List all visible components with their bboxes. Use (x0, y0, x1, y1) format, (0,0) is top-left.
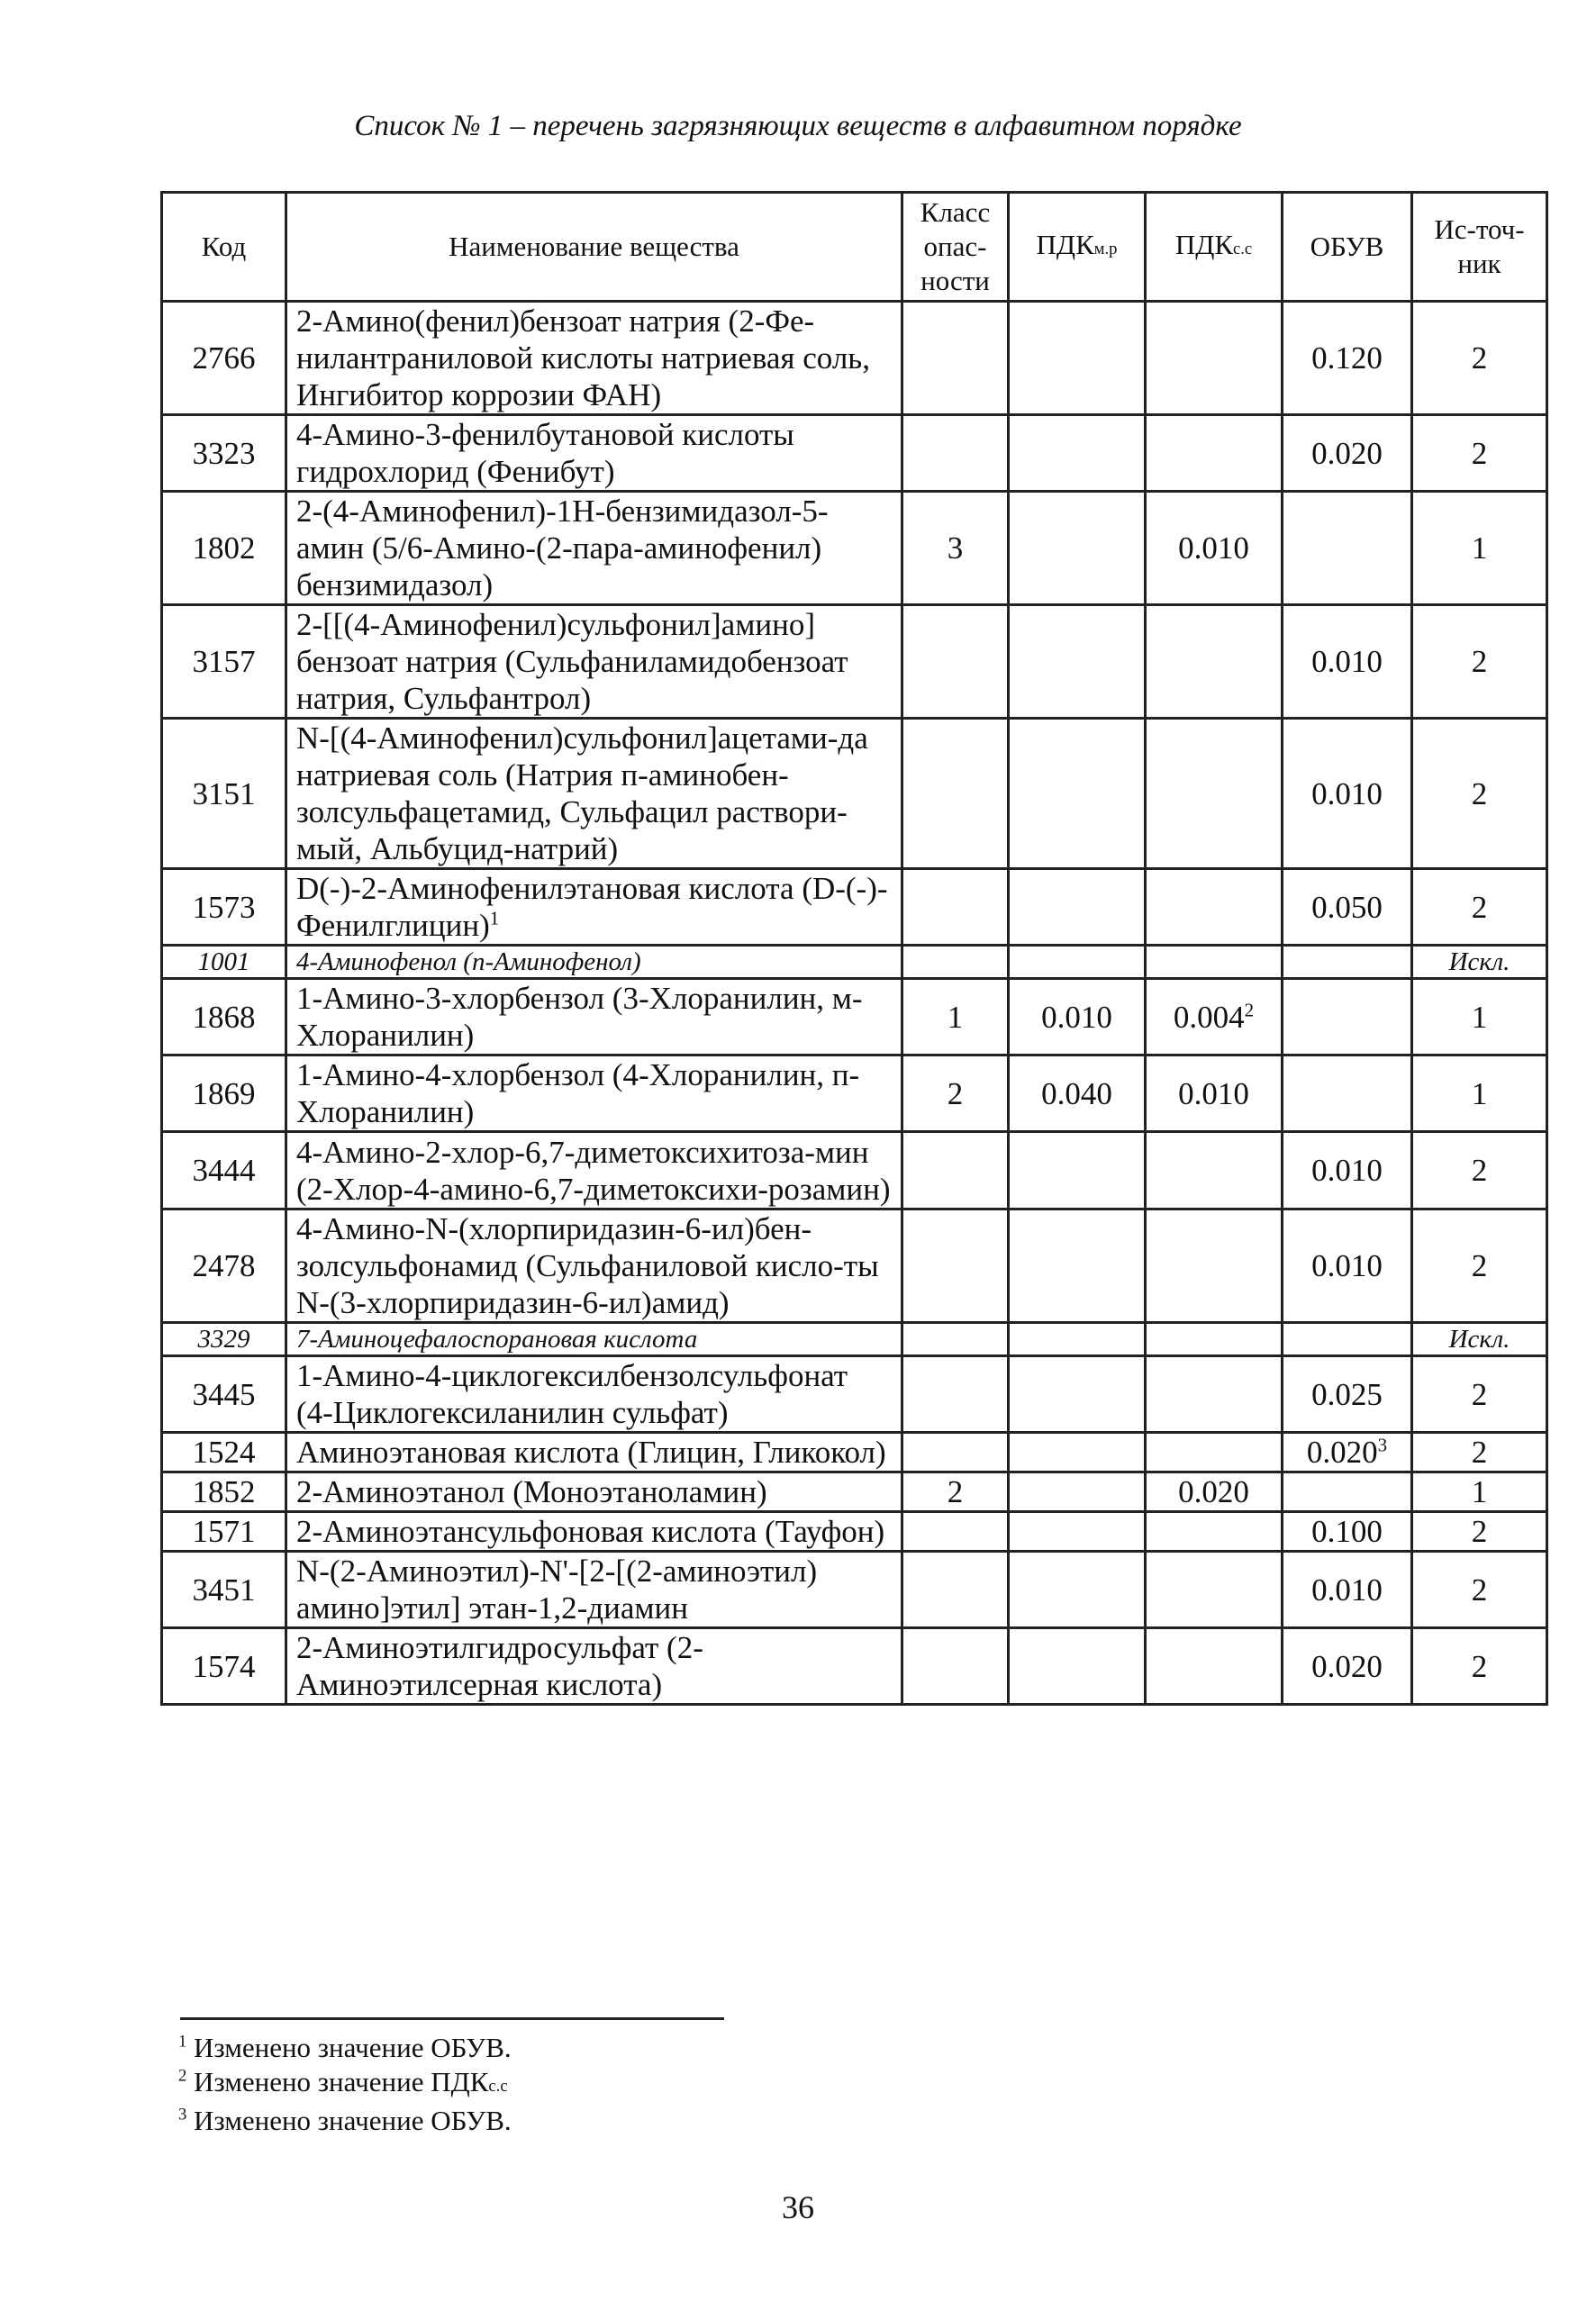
footnote-divider (180, 2017, 724, 2020)
cell-pdk-ss (1146, 1433, 1283, 1472)
cell-obuv-value: 0.020 (1306, 1435, 1378, 1470)
table-row (162, 302, 1547, 415)
cell-hazard-class (902, 605, 1009, 719)
cell-obuv (1283, 1552, 1412, 1628)
cell-source-value: 1 (1471, 1075, 1488, 1111)
cell-pdk-mr (1009, 492, 1146, 605)
cell-name-value: 2-Амино(фенил)бензоат натрия (2-Фе-нилантраниловой кислоты натриевая соль, Ингибитор коррозии ФАН) (296, 303, 871, 412)
footnote-2-sub: с.с (488, 2077, 508, 2096)
table-row (162, 1209, 1547, 1323)
cell-hazard-class (902, 1323, 1009, 1356)
cell-source (1412, 605, 1547, 719)
cell-obuv (1283, 415, 1412, 492)
cell-obuv (1283, 719, 1412, 869)
cell-obuv (1283, 302, 1412, 415)
table-row (162, 1512, 1547, 1552)
cell-source (1412, 1356, 1547, 1433)
cell-pdk-mr (1009, 415, 1146, 492)
cell-pdk-ss-value: 0.004 (1173, 999, 1245, 1035)
table-row (162, 1628, 1547, 1705)
cell-hazard-class-value: 2 (947, 1075, 964, 1111)
cell-pdk-mr-value: 0.010 (1041, 999, 1112, 1035)
cell-pdk-mr (1009, 719, 1146, 869)
cell-source-value: 2 (1471, 340, 1488, 376)
cell-source-value: 2 (1471, 1514, 1488, 1549)
cell-code (162, 1055, 286, 1132)
cell-code (162, 415, 286, 492)
cell-source (1412, 492, 1547, 605)
cell-obuv-value: 0.010 (1311, 1248, 1383, 1283)
cell-name (286, 1356, 902, 1433)
footnote-2 (178, 2065, 512, 2104)
cell-pdk-mr (1009, 1552, 1146, 1628)
cell-source (1412, 1628, 1547, 1705)
cell-name-value: 2-Аминоэтансульфоновая кислота (Тауфон) (296, 1514, 885, 1549)
cell-code-value: 1574 (192, 1648, 256, 1684)
cell-code-value: 1852 (192, 1474, 256, 1509)
cell-code (162, 979, 286, 1055)
cell-source (1412, 1209, 1547, 1323)
cell-name (286, 1209, 902, 1323)
cell-name-value: 4-Амино-2-хлор-6,7-диметоксихитоза-мин (2-Хлор-4-амино-6,7-диметоксихи-розамин) (296, 1134, 891, 1207)
cell-source-value: Искл. (1448, 1325, 1510, 1354)
cell-name (286, 979, 902, 1055)
cell-name (286, 1628, 902, 1705)
cell-hazard-class (902, 1472, 1009, 1512)
table-row (162, 1132, 1547, 1209)
cell-hazard-class (902, 492, 1009, 605)
header-name: Наименование вещества (286, 193, 902, 302)
cell-name-value: 2-Аминоэтилгидросульфат (2-Аминоэтилсерная кислота) (296, 1630, 703, 1702)
cell-obuv-value: 0.025 (1311, 1376, 1383, 1412)
cell-source (1412, 1323, 1547, 1356)
footnotes (178, 2031, 512, 2138)
cell-code-value: 3323 (192, 435, 256, 471)
cell-hazard-class (902, 1628, 1009, 1705)
cell-pdk-mr (1009, 979, 1146, 1055)
cell-pdk-ss-value: 0.020 (1178, 1474, 1249, 1509)
cell-name (286, 1552, 902, 1628)
cell-obuv (1283, 1628, 1412, 1705)
cell-pdk-mr-value: 0.040 (1041, 1075, 1112, 1111)
cell-code (162, 302, 286, 415)
footnote-2-text: Изменено значение ПДК (194, 2066, 489, 2097)
cell-code (162, 605, 286, 719)
cell-hazard-class (902, 302, 1009, 415)
cell-obuv-value: 0.010 (1311, 775, 1383, 811)
header-pdk-mr-text: ПДК (1036, 228, 1094, 260)
cell-source (1412, 415, 1547, 492)
table-row (162, 605, 1547, 719)
cell-hazard-class (902, 1356, 1009, 1433)
cell-obuv-footnote-mark: 3 (1377, 1434, 1388, 1456)
cell-pdk-ss (1146, 946, 1283, 979)
cell-code-value: 3151 (192, 775, 256, 811)
cell-name-value: 2-Аминоэтанол (Моноэтаноламин) (296, 1474, 767, 1509)
cell-source (1412, 719, 1547, 869)
cell-code (162, 492, 286, 605)
header-pdk-ss-text: ПДК (1174, 228, 1234, 260)
cell-obuv-value: 0.010 (1311, 1153, 1383, 1188)
cell-source-value: 1 (1471, 1474, 1488, 1509)
cell-source (1412, 1472, 1547, 1512)
cell-obuv-value: 0.010 (1311, 1572, 1383, 1608)
cell-code-value: 1802 (192, 530, 256, 566)
cell-code-value: 3329 (197, 1325, 250, 1354)
cell-name (286, 1472, 902, 1512)
cell-pdk-ss (1146, 492, 1283, 605)
cell-hazard-class (902, 1132, 1009, 1209)
cell-name (286, 492, 902, 605)
table-row (162, 415, 1547, 492)
cell-pdk-mr (1009, 1433, 1146, 1472)
header-pdk-ss (1146, 193, 1283, 302)
cell-name (286, 1323, 902, 1356)
table-row (162, 1055, 1547, 1132)
header-pdk-mr-sub: м.р (1093, 239, 1118, 258)
cell-code (162, 719, 286, 869)
cell-pdk-ss (1146, 1209, 1283, 1323)
cell-obuv (1283, 1472, 1412, 1512)
cell-pdk-ss (1146, 415, 1283, 492)
cell-name (286, 946, 902, 979)
cell-obuv (1283, 869, 1412, 946)
cell-pdk-ss-value: 0.010 (1178, 1075, 1249, 1111)
cell-name-value: 7-Аминоцефалоспорановая кислота (296, 1325, 698, 1354)
cell-source-value: 2 (1471, 1648, 1488, 1684)
cell-source (1412, 1055, 1547, 1132)
cell-code-value: 1869 (192, 1075, 256, 1111)
table-row (162, 869, 1547, 946)
cell-code-value: 2766 (192, 340, 256, 376)
cell-name (286, 1433, 902, 1472)
cell-obuv (1283, 492, 1412, 605)
cell-name (286, 1512, 902, 1552)
cell-code (162, 869, 286, 946)
cell-obuv (1283, 1055, 1412, 1132)
cell-code-value: 1573 (192, 889, 256, 925)
cell-code-value: 3157 (192, 644, 256, 679)
cell-pdk-ss (1146, 1472, 1283, 1512)
cell-hazard-class (902, 1552, 1009, 1628)
cell-name-value: 1-Амино-4-хлорбензол (4-Хлоранилин, п-Хлоранилин) (296, 1057, 860, 1129)
cell-hazard-class (902, 415, 1009, 492)
header-hazard-class: Класс опас-ности (902, 193, 1009, 302)
cell-source (1412, 1512, 1547, 1552)
footnote-1-mark: 1 (178, 2032, 187, 2052)
cell-pdk-ss (1146, 1356, 1283, 1433)
cell-pdk-ss (1146, 979, 1283, 1055)
cell-obuv (1283, 946, 1412, 979)
cell-pdk-ss (1146, 1132, 1283, 1209)
cell-pdk-ss (1146, 869, 1283, 946)
cell-pdk-mr (1009, 1132, 1146, 1209)
cell-name (286, 605, 902, 719)
table-row (162, 492, 1547, 605)
cell-code (162, 1552, 286, 1628)
cell-source-value: 2 (1471, 1248, 1488, 1283)
header-source: Ис-точ-ник (1412, 193, 1547, 302)
cell-source (1412, 1552, 1547, 1628)
cell-name (286, 302, 902, 415)
cell-source (1412, 979, 1547, 1055)
cell-name-value: 4-Аминофенол (п-Аминофенол) (296, 947, 641, 976)
cell-name (286, 1055, 902, 1132)
cell-source (1412, 302, 1547, 415)
cell-pdk-ss (1146, 1628, 1283, 1705)
cell-code-value: 1524 (192, 1435, 256, 1470)
header-code: Код (162, 193, 286, 302)
cell-pdk-mr (1009, 1356, 1146, 1433)
cell-code (162, 1433, 286, 1472)
table-row (162, 1433, 1547, 1472)
cell-code-value: 3445 (192, 1376, 256, 1412)
cell-pdk-mr (1009, 1209, 1146, 1323)
footnote-1-text: Изменено значение ОБУВ. (194, 2032, 512, 2063)
cell-hazard-class (902, 1433, 1009, 1472)
cell-name-value: Аминоэтановая кислота (Глицин, Гликокол) (296, 1435, 886, 1470)
cell-code (162, 1512, 286, 1552)
cell-code-value: 3451 (192, 1572, 256, 1608)
cell-hazard-class-value: 1 (947, 999, 964, 1035)
cell-name-value: 4-Амино-N-(хлорпиридазин-6-ил)бен-золсульфонамид (Сульфаниловой кисло-ты N-(3-хлорпиридазин-6-ил)амид) (296, 1211, 879, 1320)
cell-obuv-value: 0.020 (1311, 1648, 1383, 1684)
cell-obuv-value: 0.010 (1311, 644, 1383, 679)
cell-source (1412, 869, 1547, 946)
cell-obuv (1283, 1356, 1412, 1433)
cell-pdk-ss-value: 0.010 (1178, 530, 1249, 566)
cell-code-value: 1571 (192, 1514, 256, 1549)
cell-name-value: 1-Амино-4-циклогексилбензолсульфонат (4-Циклогексиланилин сульфат) (296, 1358, 848, 1430)
cell-source-value: 2 (1471, 1153, 1488, 1188)
cell-pdk-ss (1146, 1055, 1283, 1132)
cell-hazard-class (902, 1055, 1009, 1132)
cell-obuv (1283, 1512, 1412, 1552)
cell-name (286, 869, 902, 946)
cell-obuv (1283, 1323, 1412, 1356)
cell-pdk-ss (1146, 605, 1283, 719)
cell-source (1412, 946, 1547, 979)
cell-pdk-mr (1009, 1512, 1146, 1552)
cell-source-value: 2 (1471, 775, 1488, 811)
footnote-2-mark: 2 (178, 2066, 187, 2086)
cell-code (162, 1472, 286, 1512)
cell-obuv (1283, 1209, 1412, 1323)
cell-pdk-ss (1146, 302, 1283, 415)
cell-name-value: 1-Амино-3-хлорбензол (3-Хлоранилин, м-Хлоранилин) (296, 981, 863, 1053)
cell-source-value: 1 (1471, 530, 1488, 566)
header-pdk-mr (1009, 193, 1146, 302)
cell-code (162, 946, 286, 979)
cell-code (162, 1323, 286, 1356)
cell-source-value: 2 (1471, 435, 1488, 471)
cell-pdk-mr (1009, 946, 1146, 979)
header-pdk-ss-sub: с.с (1233, 239, 1253, 258)
cell-source-value: 1 (1471, 999, 1488, 1035)
cell-pdk-mr (1009, 869, 1146, 946)
cell-code (162, 1628, 286, 1705)
cell-obuv (1283, 1132, 1412, 1209)
footnote-3-text: Изменено значение ОБУВ. (194, 2105, 512, 2136)
cell-pdk-mr (1009, 605, 1146, 719)
cell-name-value: 4-Амино-3-фенилбутановой кислоты гидрохлорид (Фенибут) (296, 417, 794, 489)
cell-source-value: 2 (1471, 1572, 1488, 1608)
cell-source-value: 2 (1471, 1435, 1488, 1470)
cell-source-value: 2 (1471, 644, 1488, 679)
cell-pdk-mr (1009, 302, 1146, 415)
table-row (162, 1356, 1547, 1433)
cell-code (162, 1356, 286, 1433)
table-header-row (162, 193, 1547, 302)
cell-obuv (1283, 605, 1412, 719)
cell-name-value: 2-[[(4-Аминофенил)сульфонил]амино] бензоат натрия (Сульфаниламидобензоат натрия, Сульфантрол) (296, 607, 848, 716)
pollutants-table (160, 191, 1548, 1706)
cell-code (162, 1209, 286, 1323)
cell-pdk-ss (1146, 1512, 1283, 1552)
cell-name-footnote-mark: 1 (489, 907, 500, 929)
table-row (162, 979, 1547, 1055)
table-row (162, 1552, 1547, 1628)
cell-obuv-value: 0.100 (1311, 1514, 1383, 1549)
cell-pdk-mr (1009, 1055, 1146, 1132)
table-row (162, 1472, 1547, 1512)
cell-name-value: D(-)-2-Аминофенилэтановая кислота (D-(-)-Фенилглицин) (296, 871, 888, 943)
cell-obuv-value: 0.050 (1311, 889, 1383, 925)
header-obuv: ОБУВ (1283, 193, 1412, 302)
cell-hazard-class (902, 946, 1009, 979)
cell-name-value: 2-(4-Аминофенил)-1Н-бензимидазол-5-амин (5/6-Амино-(2-пара-аминофенил) бензимидазол) (296, 494, 829, 602)
cell-source-value: 2 (1471, 1376, 1488, 1412)
cell-source-value: Искл. (1448, 947, 1510, 976)
cell-obuv (1283, 979, 1412, 1055)
cell-pdk-ss-footnote-mark: 2 (1244, 998, 1255, 1020)
cell-name-value: N-[(4-Аминофенил)сульфонил]ацетами-да натриевая соль (Натрия п-аминобен-золсульфацетамид, Сульфацил раствори-мый, Альбуцид-натрий) (296, 720, 868, 866)
cell-obuv-value: 0.120 (1311, 340, 1383, 376)
cell-pdk-mr (1009, 1323, 1146, 1356)
footnote-1 (178, 2031, 512, 2065)
cell-source-value: 2 (1471, 889, 1488, 925)
cell-source (1412, 1132, 1547, 1209)
cell-pdk-ss (1146, 719, 1283, 869)
cell-pdk-ss (1146, 1323, 1283, 1356)
cell-hazard-class-value: 3 (947, 530, 964, 566)
table-row (162, 1323, 1547, 1356)
cell-name-value: N-(2-Аминоэтил)-N'-[2-[(2-аминоэтил) амино]этил] этан-1,2-диамин (296, 1554, 818, 1626)
footnote-3-mark: 3 (178, 2105, 187, 2124)
cell-code-value: 1868 (192, 999, 256, 1035)
footnote-3 (178, 2104, 512, 2138)
cell-name (286, 1132, 902, 1209)
cell-hazard-class-value: 2 (947, 1474, 964, 1509)
cell-obuv-value: 0.020 (1311, 435, 1383, 471)
cell-hazard-class (902, 1209, 1009, 1323)
cell-pdk-mr (1009, 1472, 1146, 1512)
page-caption: Список № 1 – перечень загрязняющих веществ в алфавитном порядке (354, 110, 1242, 142)
cell-code-value: 2478 (192, 1248, 256, 1283)
table-row (162, 946, 1547, 979)
cell-pdk-mr (1009, 1628, 1146, 1705)
cell-code-value: 3444 (192, 1153, 256, 1188)
cell-hazard-class (902, 869, 1009, 946)
cell-obuv (1283, 1433, 1412, 1472)
page-number: 36 (782, 2189, 814, 2225)
cell-code (162, 1132, 286, 1209)
cell-code-value: 1001 (197, 947, 250, 976)
cell-pdk-ss (1146, 1552, 1283, 1628)
cell-hazard-class (902, 979, 1009, 1055)
cell-hazard-class (902, 1512, 1009, 1552)
cell-name (286, 719, 902, 869)
cell-source (1412, 1433, 1547, 1472)
cell-hazard-class (902, 719, 1009, 869)
table-row (162, 719, 1547, 869)
cell-name (286, 415, 902, 492)
